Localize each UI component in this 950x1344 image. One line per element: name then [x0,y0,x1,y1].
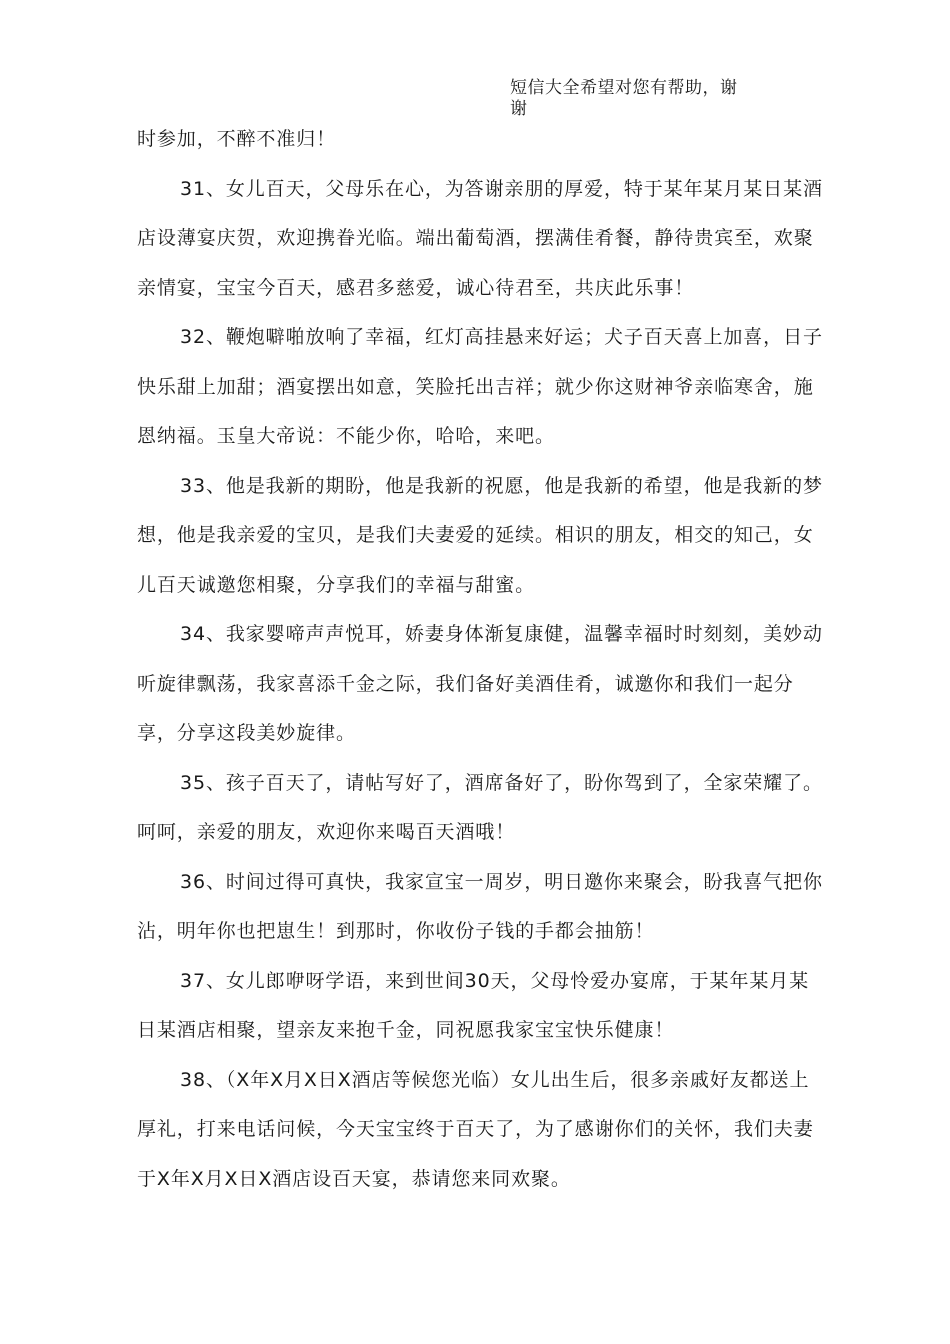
lead-line: 时参加，不醉不准归！ [137,128,337,150]
message-item-37: 37、女儿郎咿呀学语，来到世间30天，父母怜爱办宴席，于某年某月某日某酒店相聚，望亲友来抱千金，同祝愿我家宝宝快乐健康！ [137,969,810,1041]
message-item-36: 36、时间过得可真快，我家宣宝一周岁，明日邀你来聚会，盼我喜气把你沾，明年你也把崽生！到那时，你收份子钱的手都会抽筋！ [137,870,823,942]
message-item-38: 38、（X年X月X日X酒店等候您光临）女儿出生后，很多亲戚好友都送上厚礼，打来电话问候，今天宝宝终于百天了，为了感谢你们的关怀，我们夫妻于X年X月X日X酒店设百天宴，恭请您来同欢聚。 [137,1068,814,1190]
message-item-34: 34、我家婴啼声声悦耳，娇妻身体渐复康健，温馨幸福时时刻刻，美妙动听旋律飘荡，我家喜添千金之际，我们备好美酒佳肴，诚邀你和我们一起分享，分享这段美妙旋律。 [137,623,823,744]
message-item-32: 32、鞭炮噼啪放响了幸福，红灯高挂悬来好运；犬子百天喜上加喜，日子快乐甜上加甜；酒宴摆出如意，笑脸托出吉祥；就少你这财神爷亲临寒舍，施恩纳福。玉皇大帝说：不能少你，哈哈，来吧。 [137,326,823,447]
header-note: 短信大全希望对您有帮助，谢谢 [510,78,738,119]
message-item-31: 31、女儿百天，父母乐在心，为答谢亲朋的厚爱，特于某年某月某日某酒店设薄宴庆贺，欢迎携眷光临。端出葡萄酒，摆满佳肴餐，静待贵宾至，欢聚亲情宴，宝宝今百天，感君多慈爱，诚心待君至，共庆此乐事！ [137,177,823,299]
message-item-35: 35、孩子百天了，请帖写好了，酒席备好了，盼你驾到了，全家荣耀了。呵呵，亲爱的朋友，欢迎你来喝百天酒哦！ [137,771,823,843]
document-body [137,115,827,1204]
message-item-33: 33、他是我新的期盼，他是我新的祝愿，他是我新的希望，他是我新的梦想，他是我亲爱的宝贝，是我们夫妻爱的延续。相识的朋友，相交的知己，女儿百天诚邀您相聚，分享我们的幸福与甜蜜。 [137,474,823,596]
